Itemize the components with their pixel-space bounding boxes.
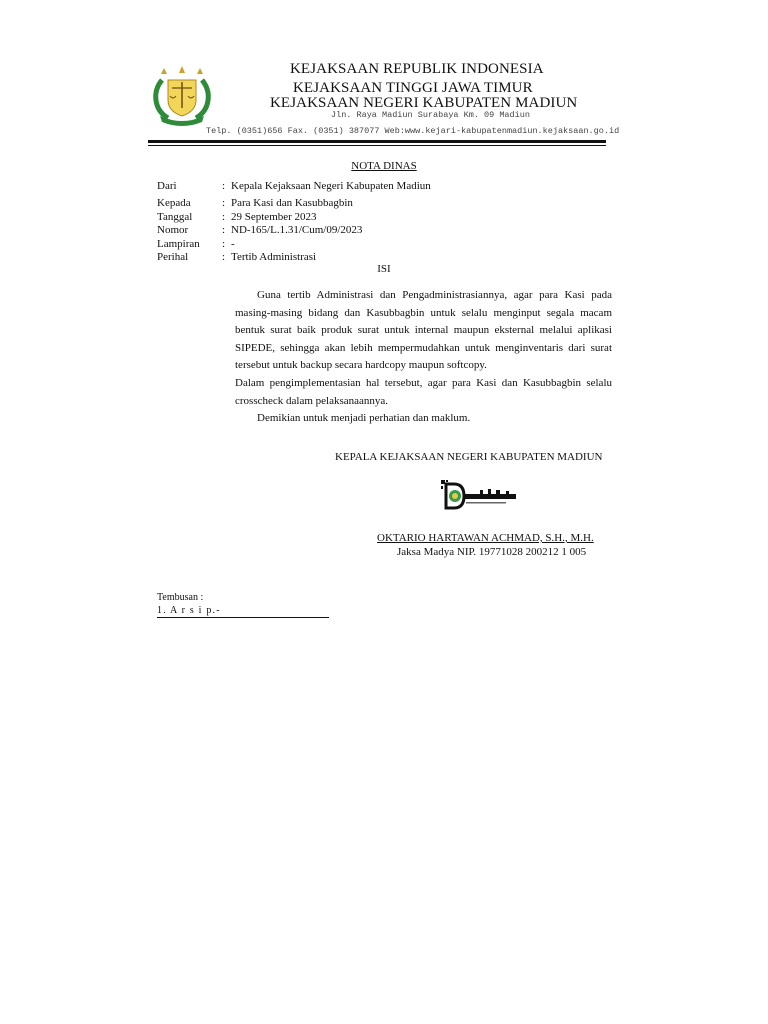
memo-title: NOTA DINAS xyxy=(351,160,417,172)
field-label-dari: Dari xyxy=(157,180,177,192)
field-colon: : xyxy=(222,180,226,192)
field-colon: : xyxy=(222,197,226,209)
header-divider-thick xyxy=(148,140,606,143)
field-colon: : xyxy=(222,251,226,263)
field-value-perihal: Tertib Administrasi xyxy=(231,251,317,263)
signatory-rank-nip: Jaksa Madya NIP. 19771028 200212 1 005 xyxy=(397,546,587,558)
signatory-name: OKTARIO HARTAWAN ACHMAD, S.H., M.H. xyxy=(377,532,594,544)
header-divider-thin xyxy=(148,145,606,146)
body-paragraph-3: Demikian untuk menjadi perhatian dan maklum. xyxy=(257,412,471,425)
field-value-lampiran: - xyxy=(231,238,235,250)
electronic-signature-stamp-icon xyxy=(440,478,520,514)
header-line-3: KEJAKSAAN NEGERI KABUPATEN MADIUN xyxy=(270,95,578,111)
field-label-lampiran: Lampiran xyxy=(157,238,200,250)
field-colon: : xyxy=(222,238,226,250)
signature-title: KEPALA KEJAKSAAN NEGERI KABUPATEN MADIUN xyxy=(335,451,603,463)
field-label-nomor: Nomor xyxy=(157,224,189,236)
field-value-kepada: Para Kasi dan Kasubbagbin xyxy=(231,197,353,209)
field-label-tanggal: Tanggal xyxy=(157,211,193,223)
field-label-kepada: Kepada xyxy=(157,197,191,209)
field-colon: : xyxy=(222,224,226,236)
field-colon: : xyxy=(222,211,226,223)
isi-heading: ISI xyxy=(377,263,391,275)
field-value-tanggal: 29 September 2023 xyxy=(231,211,317,223)
field-label-perihal: Perihal xyxy=(157,251,189,263)
body-paragraph-1: Guna tertib Administrasi dan Pengadministrasiannya, agar para Kasi pada masing-masing bidang dan Kasubbagbin untuk selalu menginput segala macam bentuk surat baik produk surat untuk internal maupun eksternal melalui aplikasi SIPEDE, sehingga akan lebih mempermudahkan untuk menginventaris dari surat tersebut untuk backup secara hardcopy maupun softcopy. xyxy=(235,289,612,372)
cc-item: 1. A r s i p.- xyxy=(157,605,329,618)
header-address: Jln. Raya Madiun Surabaya Km. 09 Madiun xyxy=(331,110,530,120)
cc-label: Tembusan : xyxy=(157,592,204,603)
field-value-nomor: ND-165/L.1.31/Cum/09/2023 xyxy=(231,224,363,236)
body-paragraph-2: Dalam pengimplementasian hal tersebut, agar para Kasi dan Kasubbagbin selalu crosscheck dalam pelaksanaannya. xyxy=(235,376,612,407)
header-line-2: KEJAKSAAN TINGGI JAWA TIMUR xyxy=(293,80,533,96)
memo-body xyxy=(235,287,612,428)
kejaksaan-emblem-icon xyxy=(150,66,214,128)
field-value-dari: Kepala Kejaksaan Negeri Kabupaten Madiun xyxy=(231,180,431,192)
header-line-1: KEJAKSAAN REPUBLIK INDONESIA xyxy=(290,61,544,77)
header-contact: Telp. (0351)656 Fax. (0351) 387077 Web:www.kejari-kabupatenmadiun.kejaksaan.go.id xyxy=(206,126,620,136)
